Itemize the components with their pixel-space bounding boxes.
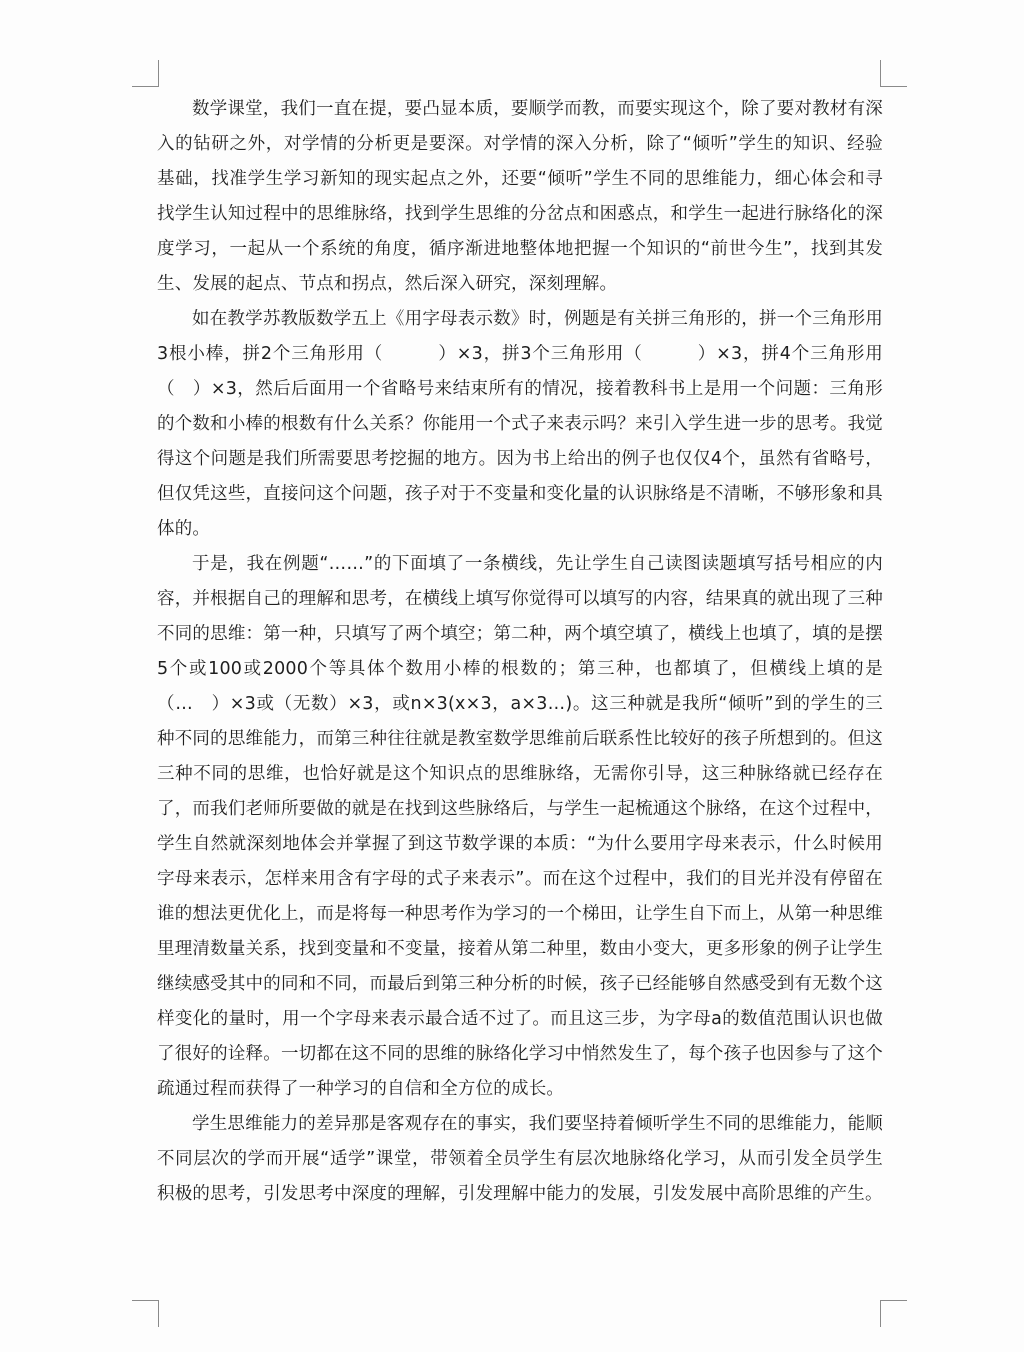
paragraph-1: 数学课堂，我们一直在提，要凸显本质，要顺学而教，而要实现这个，除了要对教材有深入的钻研之外，对学情的分析更是要深。对学情的深入分析，除了“倾听”学生的知识、经验基础，找准学生学习新知的现实起点之外，还要“倾听”学生不同的思维能力，细心体会和寻找学生认知过程中的思维脉络，找到学生思维的分岔点和困惑点，和学生一起进行脉络化的深度学习，一起从一个系统的角度，循序渐进地整体地把握一个知识的“前世今生”，找到其发生、发展的起点、节点和拐点，然后深入研究，深刻理解。 (157, 99, 883, 294)
margin-corner-mark-top-left (132, 60, 159, 87)
margin-corner-mark-bottom-left (132, 1300, 159, 1327)
paragraph-3: 于是，我在例题“……”的下面填了一条横线，先让学生自己读图读题填写括号相应的内容，并根据自己的理解和思考，在横线上填写你觉得可以填写的内容，结果真的就出现了三种不同的思维：第一种，只填写了两个填空；第二种，两个填空填了，横线上也填了，填的是摆5个或100或2000个等具体个数用小棒的根数的；第三种，也都填了，但横线上填的是（… ）×3或（无数）×3，或n×3(x×3，a×3…)。这三种就是我所“倾听”到的学生的三种不同的思维能力，而第三种往往就是教室数学思维前后联系性比较好的孩子所想到的。但这三种不同的思维，也恰好就是这个知识点的思维脉络，无需你引导，这三种脉络就已经存在了，而我们老师所要做的就是在找到这些脉络后，与学生一起梳通这个脉络，在这个过程中，学生自然就深刻地体会并掌握了到这节数学课的本质：“为什么要用字母来表示，什么时候用字母来表示，怎样来用含有字母的式子来表示”。而在这个过程中，我们的目光并没有停留在谁的想法更优化上，而是将每一种思考作为学习的一个梯田，让学生自下而上，从第一种思维里理清数量关系，找到变量和不变量，接着从第二种里，数由小变大，更多形象的例子让学生继续感受其中的同和不同，而最后到第三种分析的时候，孩子已经能够自然感受到有无数个这样变化的量时，用一个字母来表示最合适不过了。而且这三步，为字母a的数值范围认识也做了很好的诠释。一切都在这不同的思维的脉络化学习中悄然发生了，每个孩子也因参与了这个疏通过程而获得了一种学习的自信和全方位的成长。 (157, 554, 883, 1099)
paragraph-4: 学生思维能力的差异那是客观存在的事实，我们要坚持着倾听学生不同的思维能力，能顺不同层次的学而开展“适学”课堂，带领着全员学生有层次地脉络化学习，从而引发全员学生积极的思考，引发思考中深度的理解，引发理解中能力的发展，引发发展中高阶思维的产生。 (157, 1114, 883, 1204)
margin-corner-mark-top-right (880, 60, 907, 87)
paragraph-2: 如在教学苏教版数学五上《用字母表示数》时，例题是有关拼三角形的，拼一个三角形用3根小棒，拼2个三角形用（ ）×3，拼3个三角形用（ ）×3，拼4个三角形用（ ）×3，然后后面用一个省略号来结束所有的情况，接着教科书上是用一个问题：三角形的个数和小棒的根数有什么关系？你能用一个式子来表示吗？来引入学生进一步的思考。我觉得这个问题是我们所需要思考挖掘的地方。因为书上给出的例子也仅仅4个，虽然有省略号，但仅凭这些，直接问这个问题，孩子对于不变量和变化量的认识脉络是不清晰，不够形象和具体的。 (157, 309, 883, 539)
document-body (157, 92, 883, 1212)
margin-corner-mark-bottom-right (880, 1300, 907, 1327)
